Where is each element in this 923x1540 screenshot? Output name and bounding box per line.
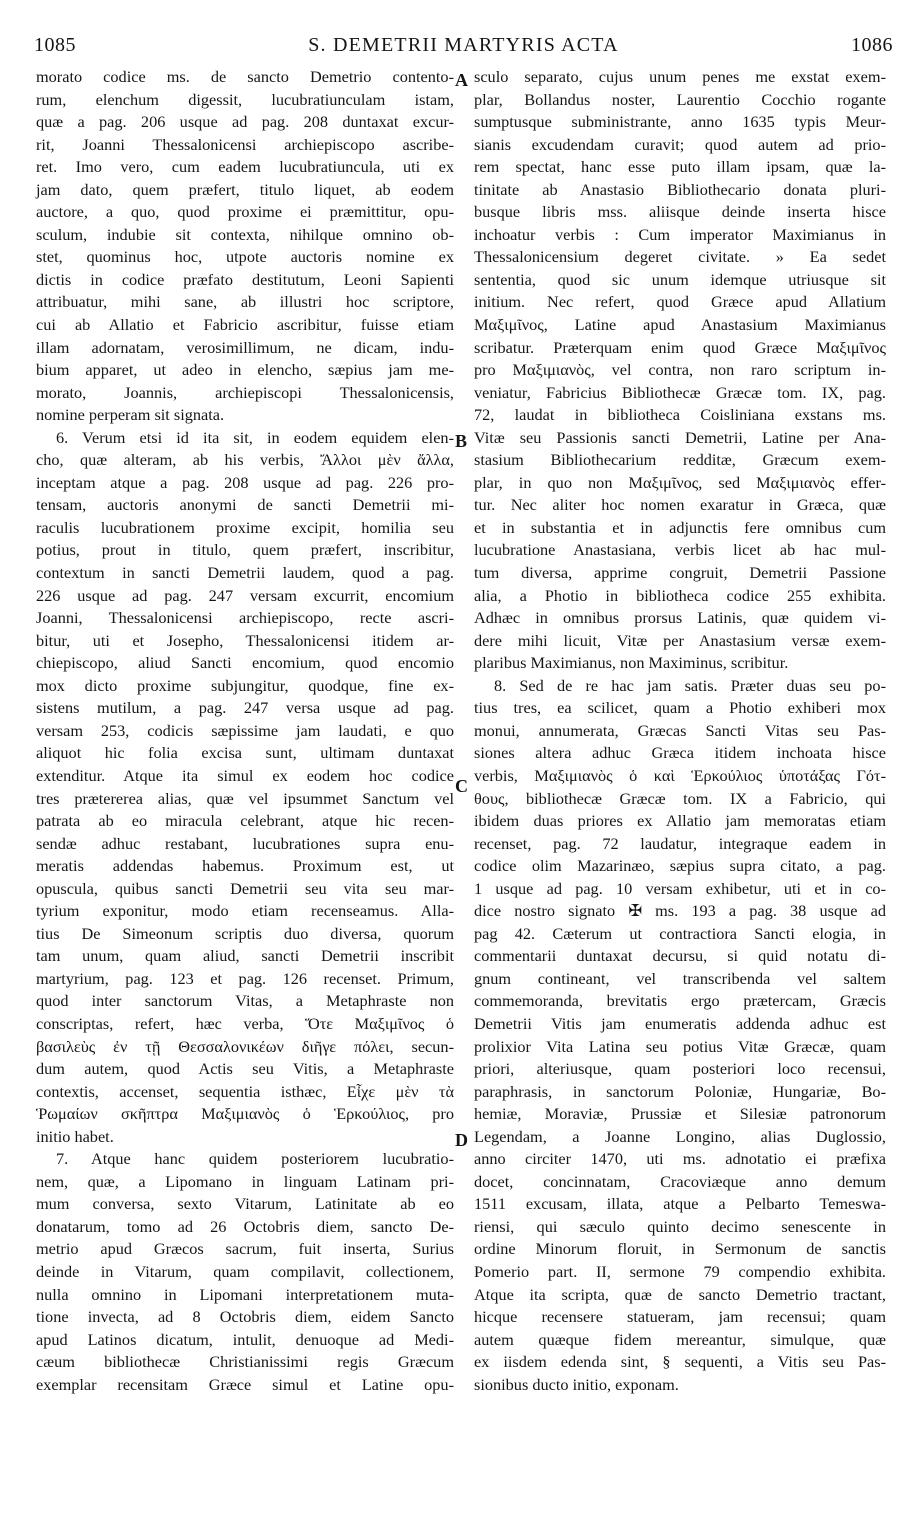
text-line: extenditur. Atque ita simul ex eodem hoc codice [36,765,454,785]
text-line: jam dato, quem præfert, titulo liquet, ab eodem [36,179,454,199]
text-line: chiepiscopo, aliud Sancti encomium, quod encomio [36,653,454,673]
text-line: sendæ adhuc restabant, lucubrationes supra enu- [36,833,454,853]
text-line: exemplar recensitam Græce simul et Latine opu- [36,1374,454,1394]
text-line: sumptusque subministrante, anno 1635 typis Meur- [474,112,886,132]
text-line: dere mihi licuit, Vitæ per Anastasium versæ exem- [474,630,886,650]
text-line: tyrium exponitur, modo etiam recenseamus. Alla- [36,901,454,921]
text-line: patrata ab eo miracula celebrant, atque hic recen- [36,811,454,831]
text-line: gnum contineant, vel transcribenda vel saltem [474,968,886,988]
text-line: riensi, qui sæculo quinto decimo senescente in [474,1216,886,1236]
text-line: tur. Nec aliter hoc nomen exaratur in Græca, quæ [474,495,886,515]
text-line: verbis, Μαξιμιανὸς ὁ καὶ Ἑρκούλιος ὑποτάξας Γότ- [474,765,886,785]
text-line: commentarii duntaxat decursu, si quid notatu di- [474,946,886,966]
text-line: morato, Joannis, archiepiscopi Thessalonicensis, [36,382,454,402]
text-line: monui, annumerata, Græcas Sancti Vitas seu Pas- [474,720,886,740]
text-line: initium. Nec refert, quod Græce apud Allatium [474,292,886,312]
text-line: tensam, auctoris anonymi de sancti Demetrii mi- [36,495,454,515]
text-line: alia, a Photio in bibliotheca codice 255 exhibita. [474,585,886,605]
text-line: Pomerio part. II, sermone 79 compendio exhibita. [474,1261,886,1281]
margin-marker-a: A [455,70,468,90]
text-line: nulla omnino in Lipomani interpretationem muta- [36,1284,454,1304]
text-line: meratis addendas habemus. Proximum est, ut [36,856,454,876]
right-column [474,66,886,1396]
text-line: cæum bibliothecæ Christianissimi regis Græcum [36,1352,454,1372]
text-line: nomine perperam sit signata. [36,405,225,425]
text-line: pro Μαξιμιανὸς, vel contra, non raro scriptum in- [474,360,886,380]
text-line: scribatur. Præterquam enim quod Græce Μαξιμῖνος [474,337,886,357]
text-line: inceptam atque a pag. 208 usque ad pag. 226 pro- [36,472,454,492]
text-line: tum diversa, apprime congruit, Demetrii Passione [474,563,886,583]
text-line: ordine Minorum floruit, in Sermonum de sanctis [474,1239,886,1259]
text-line: illam adornatam, verosimillimum, ne dicam, indu- [36,337,454,357]
text-line: ex iisdem edenda sint, § sequenti, a Vitis seu Pas- [474,1352,886,1372]
text-line: quæ a pag. 206 usque ad pag. 208 duntaxat excur- [36,112,454,132]
text-line: Demetrii Vitis jam enumeratis addenda adhuc est [474,1013,886,1033]
left-column [36,66,454,1396]
text-line: ibidem duas priores ex Allatio jam memoratas etiam [474,811,886,831]
text-line: veniatur, Fabricius Bibliothecæ Græcæ tom. IX, pag. [474,382,886,402]
text-line: priori, alteriusque, quam posteriori loco recensui, [474,1059,886,1079]
text-line: contextum in sancti Demetrii laudem, quod a pag. [36,563,454,583]
text-line: conscriptas, refert, hæc verba, Ὅτε Μαξιμῖνος ὁ [36,1013,454,1033]
text-line: docet, concinnatam, Cracoviæque anno demum [474,1171,886,1191]
text-line: Joanni, Thessalonicensi archiepiscopo, recte ascri- [36,608,454,628]
text-line: lucubratione Anastasiana, verbis licet ab hac mul- [474,540,886,560]
text-line: θους, bibliothecæ Græcæ tom. IX a Fabricio, qui [474,788,886,808]
text-line: sculum, indubie sit contexta, nihilque omnino ob- [36,224,454,244]
text-line: apud Latinos dicatum, intulit, denuoque ad Medi- [36,1329,454,1349]
text-line: metrio apud Græcos sacrum, fuit inserta, Surius [36,1239,454,1259]
text-line: plar, in quo non Μαξιμῖνος, sed Μαξιμιανὸς effer- [474,472,886,492]
text-line: Legendam, a Joanne Longino, alias Duglossio, [474,1126,886,1146]
text-line: stasium Bibliothecarium redditæ, Græcum exem- [474,450,886,470]
text-line: aliquot hic folia excisa sunt, ultimam duntaxat [36,743,454,763]
text-line: Ῥωμαίων σκῆπτρα Μαξιμιανὸς ὁ Ἑρκούλιος, pro [36,1104,454,1124]
text-line: Thessalonicensium degeret civitate. » Ea sedet [474,247,886,267]
text-line: plaribus Maximianus, non Maximinus, scribitur. [474,653,789,673]
text-line: cho, quæ alteram, ab his verbis, Ἄλλοι μὲν ἄλλα, [36,450,454,470]
text-line: sententia, quod sic unum idemque utriusque sit [474,269,886,289]
text-line: Adhæc in omnibus prorsus Latinis, quæ quidem vi- [474,608,886,628]
page-number-left: 1085 [34,34,76,56]
text-line: deinde in Vitarum, quam compilavit, collectionem, [36,1261,454,1281]
text-line: attribuatur, mihi sane, ab illustri hoc scriptore, [36,292,454,312]
running-header [34,34,893,62]
text-line: autem quæque fidem mereantur, simulque, quæ [474,1329,886,1349]
text-line: tione invecta, ad 8 Octobris diem, eidem Sancto [36,1307,454,1327]
running-title: S. DEMETRII MARTYRIS ACTA [308,34,619,56]
text-line: dum autem, quod Actis seu Vitis, a Metaphraste [36,1059,454,1079]
text-line: bium apparet, ut adeo in elencho, sæpius jam me- [36,360,454,380]
text-line: dice nostro signato ✠ ms. 193 a pag. 38 usque ad [474,901,886,921]
text-line: codice olim Mazarinæo, sæpius supra citato, a pag. [474,856,886,876]
text-line: hemiæ, Moraviæ, Prussiæ et Silesiæ patronorum [474,1104,886,1124]
text-line: ret. Imo vero, cum eadem lucubratiuncula, uti ex [36,157,454,177]
text-line: hicque recensere statueram, jam recensui; quam [474,1307,886,1327]
text-line: nem, quæ, a Lipomano in linguam Latinam pri- [36,1171,454,1191]
text-line: et in substantia et in adjunctis fere omnibus cum [474,517,886,537]
text-line: mox dicto proxime subjungitur, quodque, fine ex- [36,675,454,695]
text-line: rit, Joanni Thessalonicensi archiepiscopo ascribe- [36,134,454,154]
text-line: pag 42. Cæterum ut contractiora Sancti elogia, in [474,923,886,943]
text-line: dictis in codice præfato destitutum, Leoni Sapienti [36,269,454,289]
text-line: Μαξιμῖνος, Latine apud Anastasium Maximianus [474,315,886,335]
text-line: donatarum, tomo ad 26 Octobris diem, sancto De- [36,1216,454,1236]
text-line: inchoatur verbis : Cum imperator Maximianus in [474,224,886,244]
text-line: sistens mutilum, a pag. 247 versa usque ad pag. [36,698,454,718]
text-line: 72, laudat in bibliotheca Coisliniana exstans ms. [474,405,886,425]
text-line: tius De Simeonum scriptis duo diversa, quorum [36,923,454,943]
text-line: martyrium, pag. 123 et pag. 126 recenset. Primum, [36,968,454,988]
text-line: anno circiter 1470, uti ms. adnotatio ei præfixa [474,1149,886,1169]
text-line: Atque ita scripta, quæ de sancto Demetrio tractant, [474,1284,886,1304]
text-line: auctore, a quo, quod proxime ei præmittitur, opu- [36,202,454,222]
text-line: 1511 excusam, illata, atque a Pelbarto Temeswa- [474,1194,886,1214]
text-line: 226 usque ad pag. 247 versam excurrit, encomium [36,585,454,605]
text-line: morato codice ms. de sancto Demetrio contento- [36,67,454,86]
text-line: raculis lucubrationem proxime excipit, homilia seu [36,517,454,537]
text-line: Vitæ seu Passionis sancti Demetrii, Latine per Ana- [474,427,886,447]
text-line: paraphrasis, in sanctorum Poloniæ, Hungariæ, Bo- [474,1081,886,1101]
text-line: quod inter sanctorum Vitas, a Metaphraste non [36,991,454,1011]
text-line: βασιλεὺς ἐν τῇ Θεσσαλονικέων διῆγε πόλει, secun- [36,1036,454,1056]
text-line: 7. Atque hanc quidem posteriorem lucubratio- [56,1149,454,1169]
text-line: sculo separato, cujus unum penes me exstat exem- [474,67,886,86]
text-line: sionibus ducto initio, exponam. [474,1374,679,1394]
text-line: potius, prout in titulo, quem præfert, inscribitur, [36,540,454,560]
text-line: bitur, uti et Josepho, Thessalonicensi itidem ar- [36,630,454,650]
text-line: versam 253, codicis sæpissime jam laudati, e quo [36,720,454,740]
text-line: commemoranda, brevitatis ergo prætercam, Græcis [474,991,886,1011]
text-line: busque libris mss. aliisque deinde inserta hisce [474,202,886,222]
text-line: sianis excudendam curavit; quod autem ad prio- [474,134,886,154]
text-line: cui ab Allatio et Fabricio ascribitur, fuisse etiam [36,315,454,335]
text-line: 6. Verum etsi id ita sit, in eodem equidem elen- [56,427,454,447]
text-line: opuscula, quibus sancti Demetrii seu vita seu mar- [36,878,454,898]
text-line: rum, elenchum digessit, lucubratiunculam istam, [36,89,454,109]
text-line: 8. Sed de re hac jam satis. Præter duas seu po- [494,675,886,695]
text-line: tres prætererea alias, quæ vel ipsummet Sanctum vel [36,788,454,808]
text-line: contextis, accenset, sequentia isthæc, Εἶχε μὲν τὰ [36,1081,454,1101]
text-line: initio habet. [36,1126,114,1146]
text-line: rem spectat, hanc esse puto illam ipsam, quæ la- [474,157,886,177]
text-line: mum conversa, sexto Vitarum, Latinitate ab eo [36,1194,454,1214]
margin-marker-d: D [455,1130,468,1150]
text-line: siones altera adhuc Græca itidem inchoata hisce [474,743,886,763]
text-line: stet, quominus hoc, utpote auctoris nomine ex [36,247,454,267]
text-line: recenset, pag. 72 laudatur, integraque eadem in [474,833,886,853]
margin-marker-c: C [455,776,468,796]
margin-marker-b: B [455,431,468,451]
text-line: 1 usque ad pag. 10 versam exhibetur, uti et in co- [474,878,886,898]
page-number-right: 1086 [851,34,893,56]
text-line: tinitate ab Anastasio Bibliothecario donata pluri- [474,179,886,199]
text-line: plar, Bollandus noster, Laurentio Cocchio rogante [474,89,886,109]
text-line: tius tres, ea scilicet, quam a Photio exhiberi mox [474,698,886,718]
text-line: prolixior Vita Latina seu potius Vitæ Græcæ, quam [474,1036,886,1056]
text-line: tam unum, quam aliud, sancti Demetrii inscribit [36,946,454,966]
